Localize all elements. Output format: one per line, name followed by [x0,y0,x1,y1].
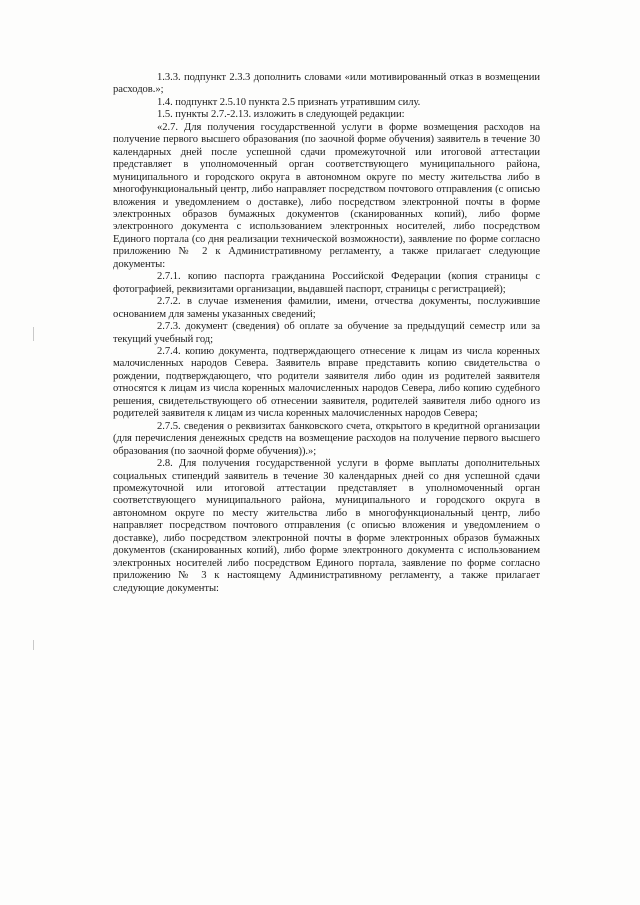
paragraph-2-7-1: 2.7.1. копию паспорта гражданина Российской Федерации (копия страницы с фотографией, реквизитами организации, выдавшей паспорт, страницы с регистрацией); [113,271,540,295]
paragraph-1-4: 1.4. подпункт 2.5.10 пункта 2.5 признать утратившим силу. [157,96,421,108]
scan-artifact-line [33,327,34,341]
paragraph-2-7-2: 2.7.2. в случае изменения фамилии, имени, отчества документы, послужившие основанием для замены указанных сведений; [113,296,540,320]
scan-artifact-line [33,640,34,650]
paragraph-2-8: 2.8. Для получения государственной услуги в форме выплаты дополнительных социальных стипендий заявитель в течение 30 календарных дней со дня успешной сдачи промежуточной или итоговой аттестации представляет в уполномоченный орган соответствующего муниципального района, муниципального и городского округа в автономном округе по месту жительства либо в многофункциональный центр, либо направляет посредством почтового отправления (с описью вложения и уведомлением о доставке), либо посредством электронной почты в форме электронных образов бумажных документов (сканированных копий), либо форме электронного документа с использованием электронных носителей либо посредством Единого портала, заявление по форме согласно приложению № 3 к настоящему Административному регламенту, а также прилагает следующие документы: [113,458,540,594]
document-body [113,72,540,595]
paragraph-2-7-5: 2.7.5. сведения о реквизитах банковского счета, открытого в кредитной организации (для перечисления денежных средств на возмещение расходов на получение первого высшего образования (по заочной форме обучения)).»; [113,420,540,457]
paragraph-1-5: 1.5. пункты 2.7.-2.13. изложить в следующей редакции: [157,109,405,121]
paragraph-1-3-3: 1.3.3. подпункт 2.3.3 дополнить словами «или мотивированный отказ в возмещении расходов.»; [113,72,540,96]
paragraph-2-7-3: 2.7.3. документ (сведения) об оплате за обучение за предыдущий семестр или за текущий учебный год; [113,321,540,345]
paragraph-2-7-4: 2.7.4. копию документа, подтверждающего отнесение к лицам из числа коренных малочисленных народов Севера. Заявитель вправе представить копию свидетельства о рождении, подтверждающего, что родители заявителя либо один из родителей заявителя относятся к лицам из числа коренных малочисленных народов Севера, либо копию судебного решения, свидетельствующего об отнесении заявителя, родителей заявителя либо одного из родителей заявителя к лицам из числа коренных малочисленных народов Севера; [113,345,540,420]
paragraph-2-7: «2.7. Для получения государственной услуги в форме возмещения расходов на получение первого высшего образования (по заочной форме обучения) заявитель в течение 30 календарных дней после успешной сдачи промежуточной или итоговой аттестации представляет в уполномоченный орган соответствующего муниципального района, муниципального и городского округа в автономном округе по месту жительства либо в многофункциональный центр, либо направляет посредством почтового отправления (с описью вложения и уведомлением о доставке), либо посредством электронной почты в форме электронных образов бумажных документов (сканированных копий), либо форме электронного документа с использованием электронных носителей, либо посредством Единого портала (со дня реализации технической возможности), заявление по форме согласно приложению № 2 к Административному регламенту, а также прилагает следующие документы: [113,121,540,270]
